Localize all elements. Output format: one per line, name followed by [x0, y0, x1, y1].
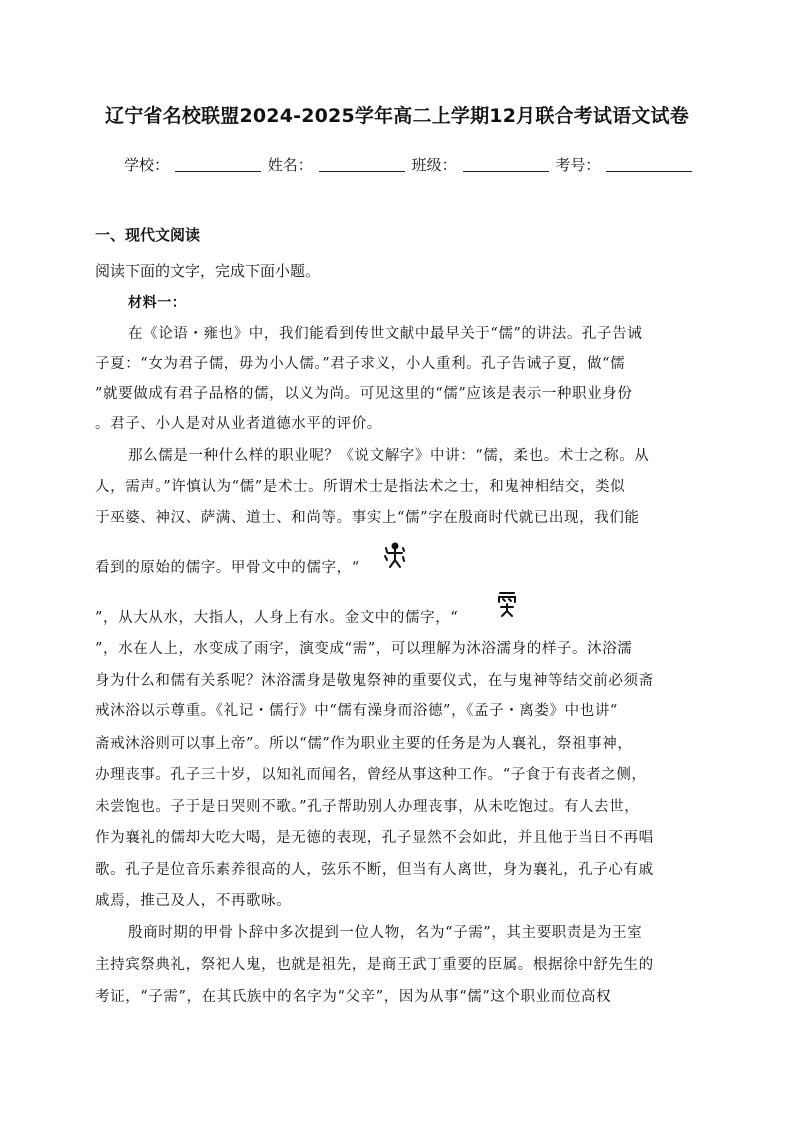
- text-line: 歌。孔子是位音乐素养很高的人，弦乐不断，但当有人离世，身为襄礼，孔子心有戚: [95, 862, 654, 878]
- text-line: 于巫婆、神汉、萨满、道士、和尚等。事实上“儒”字在殷商时代就已出现，我们能: [95, 510, 640, 526]
- text-line: ”，水在人上，水变成了雨字，演变成“需”，可以理解为沐浴濡身的样子。沐浴濡: [95, 641, 633, 657]
- class-blank[interactable]: [463, 157, 549, 172]
- text-line: 在《论语・雍也》中，我们能看到传世文献中最早关于“儒”的讲法。孔子告诫: [128, 326, 643, 342]
- text-line: ”，从大从水，大指人，人身上有水。金文中的儒字，“: [95, 610, 459, 626]
- text-line: 戒沐浴以示尊重。《礼记・儒行》中“儒有澡身而浴德”，《孟子・离娄》中也讲“: [95, 703, 618, 719]
- name-label: 姓名：: [267, 156, 313, 174]
- text-line: 殷商时期的甲骨卜辞中多次提到一位人物，名为“子需”，其主要职责是为王室: [128, 925, 643, 941]
- text-line: 考证，“子需”，在其氏族中的名字为“父辛”，因为从事“儒”这个职业而位高权: [95, 989, 612, 1005]
- oracle-bone-ru-glyph: [382, 541, 406, 569]
- text-line: 子夏：“女为君子儒，毋为小人儒。”君子求义，小人重利。孔子告诫子夏，做“儒: [95, 356, 626, 372]
- text-line: 斋戒沐浴则可以事上帝”。所以“儒”作为职业主要的任务是为人襄礼，祭祖事神，: [95, 736, 633, 752]
- number-blank[interactable]: [606, 157, 692, 172]
- page-title: 辽宁省名校联盟2024-2025学年高二上学期12月联合考试语文试卷: [105, 105, 689, 127]
- text-line: 身为什么和儒有关系呢？沐浴濡身是敬鬼祭神的重要仪式，在与鬼神等结交前必须斋: [95, 673, 654, 689]
- text-line: 作为襄礼的儒却大吃大喝，是无德的表现，孔子显然不会如此，并且他于当日不再唱: [95, 830, 654, 846]
- name-blank[interactable]: [319, 157, 405, 172]
- text-line: 办理丧事。孔子三十岁，以知礼而闻名，曾经从事这种工作。“子食于有丧者之侧，: [95, 767, 647, 783]
- text-line: 未尝饱也。子于是日哭则不歌。”孔子帮助别人办理丧事，从未吃饱过。有人去世，: [95, 799, 640, 815]
- school-blank[interactable]: [175, 157, 261, 172]
- school-label: 学校：: [124, 156, 170, 174]
- text-line: 主持宾祭典礼，祭祀人鬼，也就是祖先，是商王武丁重要的臣属。根据徐中舒先生的: [95, 957, 654, 973]
- text-line: ”就要做成有君子品格的儒，以义为尚。可见这里的“儒”应该是表示一种职业身份: [95, 386, 633, 402]
- section-heading: 一、现代文阅读: [95, 226, 201, 244]
- reading-instruction: 阅读下面的文字，完成下面小题。: [95, 262, 321, 280]
- number-label: 考号：: [555, 156, 601, 174]
- text-line: 看到的原始的儒字。甲骨文中的儒字，“: [95, 560, 360, 576]
- text-line: 戚焉，推己及人，不再歌咏。: [95, 893, 292, 909]
- text-line: 那么儒是一种什么样的职业呢？《说文解字》中讲：“儒，柔也。术士之称。从: [128, 448, 650, 464]
- material-label: 材料一：: [128, 295, 187, 311]
- text-line: 人，需声。”许慎认为“儒”是术士。所谓术士是指法术之士，和鬼神相结交，类似: [95, 479, 626, 495]
- student-info-row: [124, 154, 684, 175]
- class-label: 班级：: [411, 156, 457, 174]
- text-line: 。君子、小人是对从业者道德水平的评价。: [95, 416, 382, 432]
- bronze-ru-glyph: [495, 589, 519, 617]
